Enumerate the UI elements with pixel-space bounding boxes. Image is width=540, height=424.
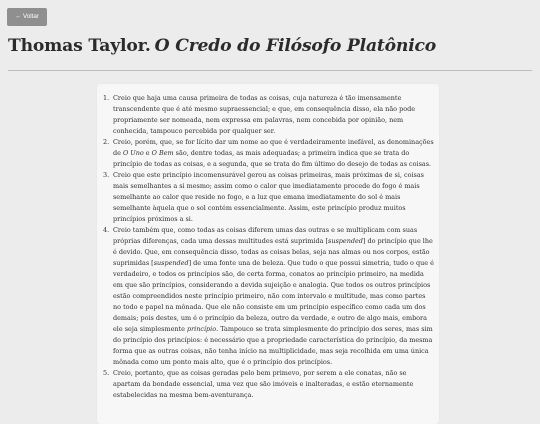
creed-item xyxy=(113,225,435,368)
creed-text: . Tampouco se trata simplesmente do princípio dos seres, mas sim do princípio dos princípios: é necessário que a propriedade característica do princípio, da mesma forma que as outras coisas, não tenha início na multiplicidade, mas seja recolhida em uma única mônada como um ponto mais alto, que é o princípio dos princípios. xyxy=(113,325,433,366)
title-author: Thomas Taylor. xyxy=(8,36,151,56)
header-divider xyxy=(8,70,532,71)
creed-text-panel xyxy=(97,84,439,424)
creed-text: Creio, portanto, que as coisas geradas pelo bem primevo, por serem a ele conatas, não se apartam da bondade essencial, uma vez que são imóveis e inalteradas, e estão eternamente estabelecidas na mesma bem-aventurança. xyxy=(113,369,414,399)
back-button[interactable]: ← Voltar xyxy=(7,8,47,26)
italic-term: O Bem xyxy=(151,149,174,157)
title-work: O Credo do Filósofo Platônico xyxy=(154,36,437,56)
creed-text: Creio, porém, que, se for lícito dar um nome ao que é verdadeiramente inefável, as denominações de xyxy=(113,138,434,157)
creed-text: Creio que este princípio incomensurável gerou as coisas primeiras, mais próximas de si, coisas mais semelhantes a si mesmo; assim como o calor que imediatamente procede do fogo é mais semelhante ao calor que reside no fogo, e a luz que emana imediatamente do sol é mais semelhante àquela que o sol contém essencialmente. Assim, este princípio produz muitos princípios próximos a si. xyxy=(113,171,424,223)
creed-text: e xyxy=(143,149,152,157)
creed-text: Creio que haja uma causa primeira de todas as coisas, cuja natureza é tão imensamente transcendente que é até mesmo supraessencial; e que, em consequência disso, ela não pode propriamente ser nomeada, nem expressa em palavras, nem concebida por opinião, nem conhecida, tampouco percebida por qualquer ser. xyxy=(113,94,416,135)
creed-list xyxy=(97,84,439,401)
italic-term: princípio xyxy=(186,325,217,333)
creed-item xyxy=(113,137,435,170)
italic-term: suspended xyxy=(328,237,363,245)
creed-item xyxy=(113,368,435,401)
creed-text: são, dentre todas, as mais adequadas; a primeira indica que se trata do princípio de todas as coisas, e a segunda, que se trata do fim último do desejo de todas as coisas. xyxy=(113,149,432,168)
creed-text: ] do princípio que lhe é devido. Que, em consequência disso, todas as coisas belas, seja nas almas ou nos corpos, estão suprimidas [ xyxy=(113,237,433,267)
page-title xyxy=(8,36,436,56)
italic-term: O Uno xyxy=(122,149,144,157)
creed-text: ] de uma fonte una de beleza. Que tudo o que possui simetria, tudo o que é verdadeiro, e todos os princípios são, de certa forma, conatos ao princípio primeiro, na medida em que são princípios, considerando a devida sujeição e analogia. Que todos os outros princípios estão compreendidos neste princípio primeiro, não com intervalo e multitude, mas como partes no todo e papel na mônada. Que ele não consiste em um princípio específico como cada um dos demais; pois destes, um é o princípio da beleza, outro da verdade, e outro de algo mais, embora ele seja simplesmente xyxy=(113,259,434,333)
italic-term: suspended xyxy=(153,259,189,267)
creed-item xyxy=(113,93,435,137)
creed-item xyxy=(113,170,435,225)
creed-text: Creio também que, como todas as coisas diferem umas das outras e se multiplicam com suas próprias diferenças, cada uma dessas multitudes está suprimida [ xyxy=(113,226,418,245)
